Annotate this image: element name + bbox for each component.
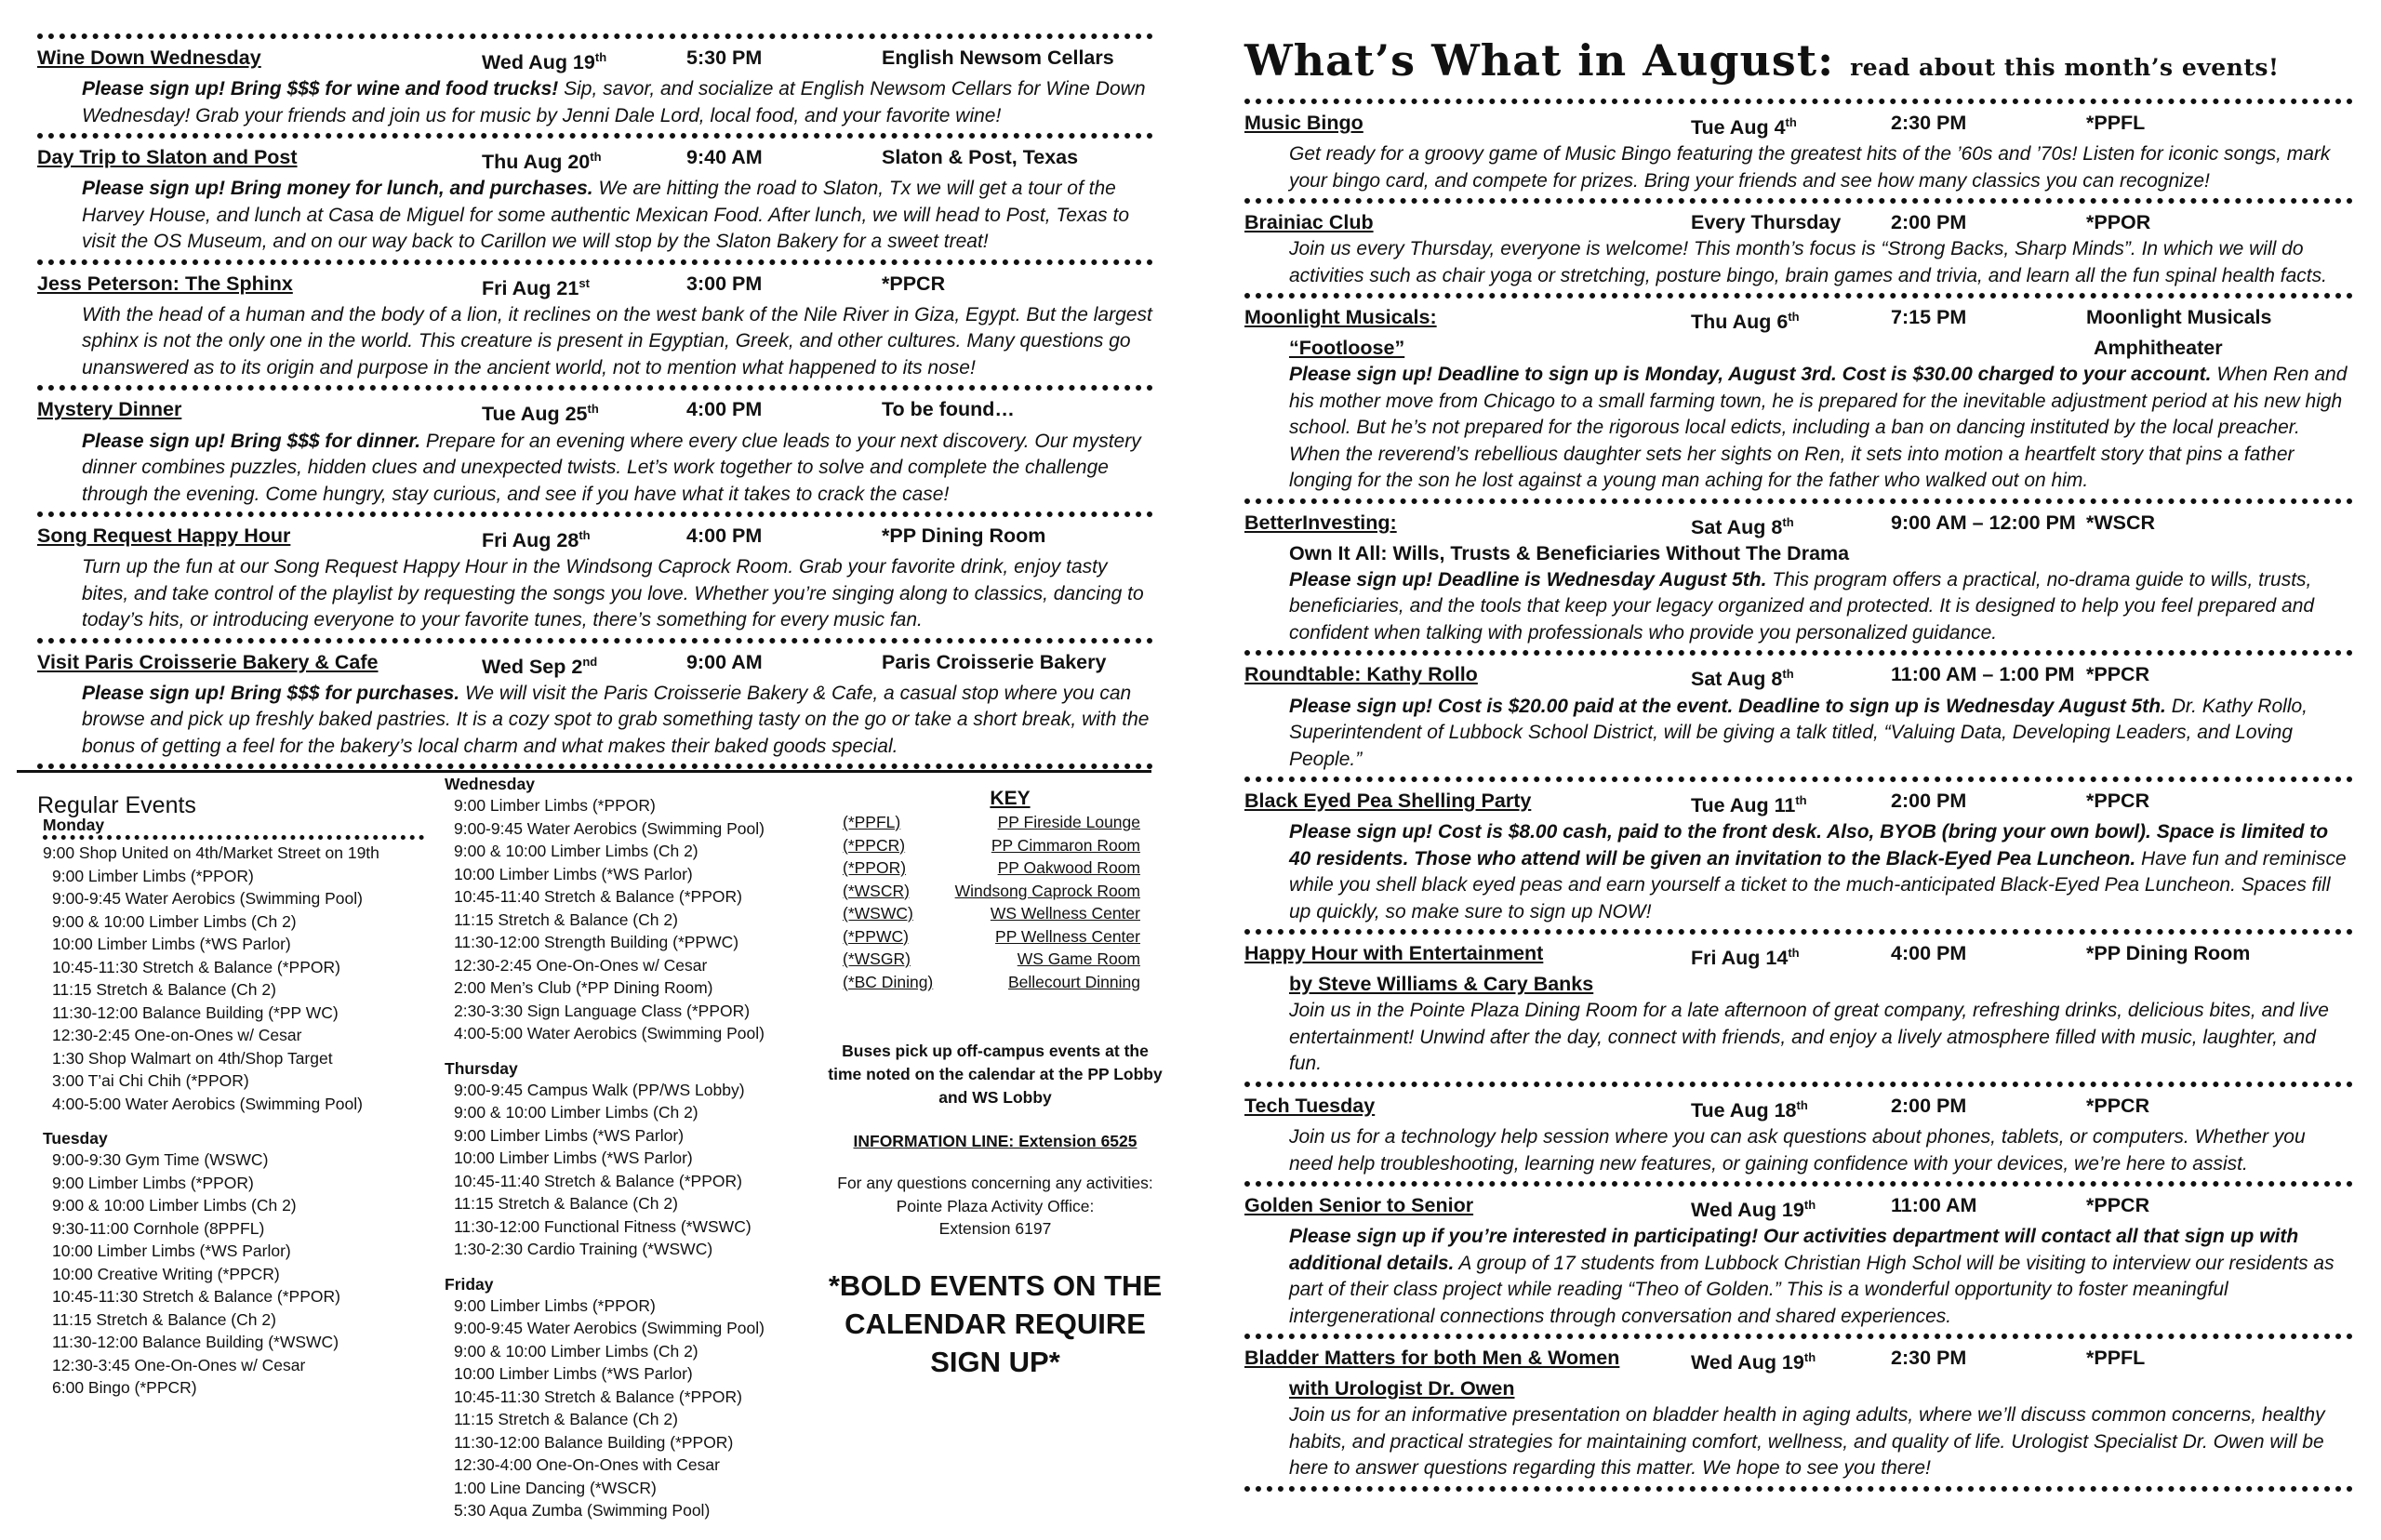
regular-day-block [43, 815, 424, 1115]
event-description-text: Join us every Thursday, everyone is welcome! This month’s focus is “Strong Backs, Sharp Minds”. In which we will do activities such as chair yoga or stretching, posture bingo, brain games and trivia, and learn all the fun spinal health facts. [1289, 238, 2327, 286]
event-description [1244, 236, 2353, 289]
event-description [37, 76, 1153, 129]
regular-event-item: 9:00 & 10:00 Limber Limbs (Ch 2) [454, 1341, 698, 1361]
event-date: Wed Aug 19th [482, 50, 607, 74]
event-name: Bladder Matters for both Men & Women [1244, 1347, 1620, 1370]
event-header [37, 649, 1153, 680]
regular-event-item: 1:30-2:30 Cardio Training (*WSWC) [454, 1240, 713, 1258]
event-time: 2:30 PM [1891, 112, 1967, 134]
event-name: Music Bingo [1244, 112, 1363, 134]
event-item [1244, 1087, 2353, 1181]
event-description-text: With the head of a human and the body of a lion, it reclines on the west bank of the Nile River in Giza, Egypt. But the largest sphinx is not the only one in the world. This creature is present in Egyptian, Greek, and other cultures. Many questions go unanswered as to its origin and purpose in the ancient world, not to mention what happened to its nose! [82, 303, 1152, 378]
event-name: Tech Tuesday [1244, 1094, 1376, 1117]
key-row [843, 971, 1140, 994]
regular-event-item: 10:45-11:30 Stretch & Balance (*PPOR) [52, 957, 340, 976]
event-header [1244, 1345, 2353, 1375]
regular-event-item: 4:00-5:00 Water Aerobics (Swimming Pool) [454, 1024, 765, 1042]
event-time: 3:00 PM [686, 272, 763, 295]
regular-day-heading: Monday [43, 816, 105, 834]
regular-event-item: 10:00 Creative Writing (*PPCR) [52, 1264, 280, 1283]
event-signup-text: Please sign up! Bring $$$ for wine and food trucks! [82, 78, 559, 100]
event-time: 9:00 AM [686, 650, 763, 673]
event-subtitle-row [1244, 335, 2353, 361]
event-description [1244, 141, 2353, 194]
event-description-text: Have fun and reminisce while you shell black eyed peas and earn yourself a ticket to the much-anticipated Black-Eyed Pea Luncheon. Spaces fill up quickly, so make sure to sign up NOW! [1289, 847, 2347, 923]
event-location: *PP Dining Room [882, 524, 1046, 548]
regular-event-item: 10:00 Limber Limbs (*WS Parlor) [454, 864, 693, 883]
key-code: (*PPWC) [843, 926, 909, 946]
event-subtitle: with Urologist Dr. Owen [1289, 1377, 1515, 1401]
event-description [1244, 362, 2353, 495]
regular-day-block [445, 1058, 765, 1261]
event-subtitle-row [1244, 1375, 2353, 1401]
event-name: Happy Hour with Entertainment [1244, 942, 1544, 965]
event-subtitle-row [1244, 971, 2353, 997]
event-date: Wed Aug 19th [1691, 1350, 1816, 1374]
event-location: *PPCR [2086, 1194, 2150, 1217]
event-signup-text: Please sign up! Bring $$$ for purchases. [82, 682, 460, 704]
event-item [37, 139, 1153, 259]
event-item [1244, 1187, 2353, 1334]
event-item [1244, 299, 2353, 498]
regular-event-item: 9:00 Limber Limbs (*PPOR) [454, 1295, 656, 1315]
regular-event-item: 9:00 Limber Limbs (*PPOR) [52, 866, 254, 885]
key-code: (*WSWC) [843, 904, 913, 923]
event-item [37, 265, 1153, 386]
event-subtitle: “Footloose” [1289, 337, 1405, 360]
regular-events-col2 [445, 774, 765, 1522]
left-events-column [37, 33, 1153, 769]
event-description-text: Sip, savor, and socialize at English Newsom Cellars for Wine Down Wednesday! Grab your friends and join us for music by Jenni Dale Lord, local food, and your favorite wine! [82, 78, 1146, 126]
event-location: Moonlight Musicals [2086, 306, 2272, 329]
event-description-text: Turn up the fun at our Song Request Happy Hour in the Windsong Caprock Room. Grab your favorite drink, enjoy tasty bites, and take control of the playlist by requesting the songs you love. Whether you’re singing along to classics, dancing to today’s hits, or introducing everyone to your favorite tunes, there’s something for every music fan. [82, 556, 1144, 631]
event-item [1244, 935, 2353, 1082]
regular-event-item: 11:30-12:00 Strength Building (*PPWC) [454, 933, 739, 951]
event-location-line2: Amphitheater [2094, 337, 2223, 360]
regular-event-item: 9:00 & 10:00 Limber Limbs (Ch 2) [52, 1196, 297, 1215]
regular-event-item: 5:30 Aqua Zumba (Swimming Pool) [454, 1501, 711, 1520]
key-code: (*PPOR) [843, 858, 907, 877]
regular-event-item: 9:00 Limber Limbs (*WS Parlor) [454, 1125, 685, 1145]
event-date: Wed Aug 19th [1691, 1198, 1816, 1222]
key-code: (*WSGR) [843, 949, 911, 968]
regular-event-item: 10:00 Limber Limbs (*WS Parlor) [454, 1364, 693, 1383]
event-description [37, 554, 1153, 634]
event-item [1244, 504, 2353, 651]
event-location: To be found… [882, 398, 1015, 421]
event-description-text: Join us for an informative presentation on bladder health in aging adults, where we’ll discuss common concerns, healthy habits, and practical strategies for maintaining comfort, wellness, and quality of life. Urologist Specialist Dr. Owen will be here to answer questions regarding this matter. We hope to see you there! [1289, 1404, 2325, 1480]
signup-note: *BOLD EVENTS ON THE CALENDAR REQUIRE SIGN UP* [828, 1268, 1163, 1378]
key-row [843, 811, 1140, 834]
regular-event-item: 10:00 Limber Limbs (*WS Parlor) [454, 1148, 693, 1167]
regular-event-item: 1:00 Line Dancing (*WSCR) [454, 1478, 657, 1497]
key-rows [843, 811, 1140, 993]
event-header [1244, 110, 2353, 140]
event-time: 4:00 PM [1891, 942, 1967, 965]
regular-event-item: 9:00 Shop United on 4th/Market Street on 19th [43, 843, 379, 862]
regular-event-item: 9:00 Limber Limbs (*PPOR) [52, 1173, 254, 1192]
event-description [37, 176, 1153, 256]
regular-event-item: 3:00 T’ai Chi Chih (*PPOR) [52, 1071, 249, 1090]
regular-event-item: 2:00 Men’s Club (*PP Dining Room) [454, 978, 713, 997]
event-item [1244, 782, 2353, 929]
regular-event-item: 11:15 Stretch & Balance (Ch 2) [52, 980, 276, 999]
event-date: Fri Aug 28th [482, 528, 591, 552]
event-name: Golden Senior to Senior [1244, 1194, 1474, 1217]
event-time: 2:00 PM [1891, 211, 1967, 234]
key-row [843, 902, 1140, 925]
event-description [37, 681, 1153, 761]
regular-event-item: 4:00-5:00 Water Aerobics (Swimming Pool) [52, 1094, 363, 1113]
event-time: 2:00 PM [1891, 1094, 1967, 1117]
regular-event-item: 11:30-12:00 Functional Fitness (*WSWC) [454, 1216, 752, 1236]
key-code: (*BC Dining) [843, 972, 934, 991]
regular-event-item: 11:15 Stretch & Balance (Ch 2) [52, 1309, 276, 1329]
event-description [37, 429, 1153, 509]
key-name: WS Wellness Center [990, 904, 1140, 923]
event-time: 7:15 PM [1891, 306, 1967, 329]
section-divider [17, 770, 1151, 773]
event-date: Thu Aug 6th [1691, 310, 1800, 334]
event-description-text: Join us for a technology help session where you can ask questions about phones, tablets, or computers. Whether you need help troubleshooting, learning new features, or gaining confidence with your devices, we’re here to assist. [1289, 1126, 2306, 1175]
event-time: 11:00 AM – 1:00 PM [1891, 663, 2075, 686]
event-description [1244, 1224, 2353, 1330]
regular-event-item: 11:30-12:00 Balance Building (*PPOR) [454, 1432, 734, 1452]
event-description [37, 302, 1153, 382]
event-location: Paris Croisserie Bakery [882, 650, 1107, 673]
page-subtitle: read about this month’s events! [1850, 54, 2280, 81]
event-signup-text: Please sign up! Deadline to sign up is Monday, August 3rd. Cost is $30.00 charged to your account. [1289, 364, 2212, 386]
event-item [37, 517, 1153, 638]
event-location: *PPCR [882, 272, 946, 295]
regular-event-item: 11:15 Stretch & Balance (Ch 2) [454, 1194, 678, 1213]
event-description-text: When Ren and his mother move from Chicago to a small farming town, he is prepared for the inevitable adjustment period at his new high school. But he’s not prepared for the rigorous local edicts, including a ban on dancing instituted by the local preacher. When the reverend’s rebellious daughter sets her sights on Ren, it sets into motion a heartfelt story that pins a father longing for the son he lost against a young man aching for the father who walked out on him. [1289, 364, 2348, 492]
regular-event-item: 6:00 Bingo (*PPCR) [52, 1378, 197, 1397]
regular-events-title: Regular Events [37, 792, 196, 818]
event-location: *PPCR [2086, 790, 2150, 813]
event-date: Wed Sep 2nd [482, 654, 598, 678]
event-item [1244, 204, 2353, 293]
event-item [37, 644, 1153, 764]
event-time: 9:00 AM – 12:00 PM [1891, 511, 2076, 534]
event-header [1244, 304, 2353, 335]
event-header [1244, 209, 2353, 235]
event-location: Slaton & Post, Texas [882, 146, 1079, 169]
event-description [1244, 998, 2353, 1078]
location-key [843, 787, 1140, 993]
event-header [37, 45, 1153, 75]
event-time: 4:00 PM [686, 398, 763, 421]
event-location: *PPCR [2086, 663, 2150, 686]
regular-event-item: 10:00 Limber Limbs (*WS Parlor) [52, 935, 291, 953]
event-description-text: This program offers a practical, no-drama guide to wills, trusts, beneficiaries, and the tools that keep your legacy organized and protected. It is designed to help you feel prepared and confident when talking with professionals who provide you personalized guidance. [1289, 568, 2315, 644]
event-time: 11:00 AM [1891, 1194, 1977, 1217]
event-location: English Newsom Cellars [882, 46, 1114, 69]
regular-event-item: 9:00-9:45 Water Aerobics (Swimming Pool) [454, 818, 765, 838]
event-header [37, 271, 1153, 301]
regular-event-item: 10:45-11:40 Stretch & Balance (*PPOR) [454, 1171, 742, 1190]
event-date: Fri Aug 21st [482, 275, 590, 299]
bus-note: Buses pick up off-campus events at the time noted on the calendar at the PP Lobby and WS Lobby [828, 1042, 1163, 1107]
event-date: Every Thursday [1691, 211, 1842, 234]
event-time: 9:40 AM [686, 146, 763, 169]
event-header [1244, 940, 2353, 971]
event-description [1244, 694, 2353, 774]
event-name: Moonlight Musicals: [1244, 306, 1437, 329]
regular-day-block [445, 774, 765, 1045]
event-date: Sat Aug 8th [1691, 514, 1794, 538]
event-location: *PPOR [2086, 211, 2151, 234]
regular-event-item: 9:00-9:45 Water Aerobics (Swimming Pool) [52, 889, 363, 908]
event-name: Brainiac Club [1244, 211, 1374, 234]
regular-day-heading: Tuesday [43, 1129, 108, 1148]
event-date: Tue Aug 11th [1691, 793, 1807, 817]
regular-event-item: 12:30-4:00 One-On-Ones with Cesar [454, 1455, 720, 1474]
info-line: INFORMATION LINE: Extension 6525 [853, 1132, 1137, 1150]
regular-event-item: 9:00 & 10:00 Limber Limbs (Ch 2) [52, 911, 297, 931]
event-subtitle-row [1244, 540, 2353, 566]
key-row [843, 856, 1140, 880]
regular-event-item: 10:45-11:40 Stretch & Balance (*PPOR) [454, 887, 742, 906]
event-name: Black Eyed Pea Shelling Party [1244, 790, 1532, 813]
key-code: (*PPCR) [843, 835, 906, 855]
regular-event-item: 11:15 Stretch & Balance (Ch 2) [454, 909, 678, 929]
event-location: *WSCR [2086, 511, 2156, 534]
event-name: BetterInvesting: [1244, 511, 1397, 534]
event-name: Jess Peterson: The Sphinx [37, 272, 293, 295]
key-title: KEY [990, 788, 1031, 809]
event-name: Wine Down Wednesday [37, 46, 261, 69]
right-events-list [1244, 99, 2353, 1492]
event-header [37, 523, 1153, 553]
event-description [1244, 1402, 2353, 1482]
event-header [1244, 788, 2353, 818]
event-time: 4:00 PM [686, 524, 763, 548]
regular-event-item: 9:00 & 10:00 Limber Limbs (Ch 2) [454, 842, 698, 860]
key-name: PP Cimmaron Room [991, 835, 1140, 855]
event-name: Mystery Dinner [37, 398, 182, 421]
event-signup-text: Please sign up! Cost is $8.00 cash, paid to the front desk. Also, BYOB (bring your own bowl). Space is limited to 40 residents. Those who attend will be given an invitation to the Black-Eyed Pea Luncheon. [1289, 821, 2329, 870]
regular-event-item: 9:30-11:00 Cornhole (8PPFL) [52, 1218, 265, 1238]
dotted-divider [1244, 1486, 2353, 1492]
regular-day-block [445, 1274, 765, 1522]
regular-event-item: 9:00-9:30 Gym Time (WSWC) [52, 1150, 269, 1169]
regular-event-item: 10:45-11:30 Stretch & Balance (*PPOR) [454, 1387, 742, 1406]
regular-day-heading: Wednesday [445, 775, 535, 793]
event-description [1244, 567, 2353, 647]
key-name: WS Game Room [1017, 949, 1140, 968]
event-header [37, 396, 1153, 427]
regular-event-item: 12:30-3:45 One-On-Ones w/ Cesar [52, 1355, 306, 1374]
event-header [1244, 1192, 2353, 1223]
event-name: Roundtable: Kathy Rollo [1244, 663, 1478, 686]
event-name: Song Request Happy Hour [37, 524, 291, 548]
dotted-divider [37, 763, 1153, 769]
regular-event-item: 12:30-2:45 One-On-Ones w/ Cesar [454, 955, 708, 975]
event-signup-text: Please sign up! Deadline is Wednesday August 5th. [1289, 568, 1767, 591]
key-name: Windsong Caprock Room [954, 881, 1140, 900]
event-item [37, 391, 1153, 511]
regular-event-item: 9:00 & 10:00 Limber Limbs (Ch 2) [454, 1103, 698, 1122]
event-subtitle: Own It All: Wills, Trusts & Beneficiaries Without The Drama [1289, 541, 1850, 564]
event-description-text: Prepare for an evening where every clue leads to your next discovery. Our mystery dinner combines puzzles, hidden clues and unexpected twists. Let’s work together to solve and complete the challenge through the evening. Come hungry, stay curious, and see if you have what it takes to crack the case! [82, 430, 1141, 505]
event-name: Visit Paris Croisserie Bakery & Cafe [37, 650, 379, 673]
key-row [843, 880, 1140, 903]
event-signup-text: Please sign up if you’re interested in participating! Our activities department will contact all that sign up with additional details. [1289, 1226, 2299, 1274]
regular-event-item: 9:00-9:45 Water Aerobics (Swimming Pool) [454, 1319, 765, 1337]
event-description-text: Dr. Kathy Rollo, Superintendent of Lubbock School District, will be giving a talk titled, “Valuing Data, Developing Leaders, and Loving People.” [1289, 695, 2308, 770]
questions-note: For any questions concerning any activities: [837, 1174, 1153, 1192]
key-code: (*WSCR) [843, 881, 910, 900]
regular-event-item: 10:00 Limber Limbs (*WS Parlor) [52, 1241, 291, 1260]
regular-day-heading: Friday [445, 1274, 494, 1294]
event-description-text: Get ready for a groovy game of Music Bingo featuring the greatest hits of the ’60s and ’70s! Listen for iconic songs, mark your bingo card, and compete for prizes. Bring your friends and see how many classics you can recognize! [1289, 143, 2331, 192]
event-description [1244, 819, 2353, 925]
event-description [1244, 1124, 2353, 1177]
key-name: PP Fireside Lounge [997, 813, 1140, 831]
event-date: Tue Aug 25th [482, 402, 599, 426]
event-signup-text: Please sign up! Bring money for lunch, and purchases. [82, 178, 593, 200]
key-name: Bellecourt Dinning [1007, 972, 1140, 991]
event-location: *PPFL [2086, 1347, 2146, 1370]
key-row [843, 948, 1140, 971]
page-title [1244, 33, 2353, 95]
regular-event-item: 2:30-3:30 Sign Language Class (*PPOR) [454, 1001, 751, 1020]
event-description-text: A group of 17 students from Lubbock Christian High Schol will be visiting to interview our residents as part of their class project while reading “Theo of Golden.” This is a wonderful opportunity to foster meaningful intergenerational connections through conversation and shared experiences. [1289, 1252, 2334, 1327]
key-code: (*PPFL) [843, 813, 901, 831]
event-time: 2:30 PM [1891, 1347, 1967, 1370]
regular-day-heading: Thursday [445, 1058, 518, 1078]
regular-event-item: 9:00-9:45 Campus Walk (PP/WS Lobby) [454, 1080, 745, 1099]
key-row [843, 925, 1140, 949]
event-location: *PP Dining Room [2086, 942, 2251, 965]
event-description-text: We are hitting the road to Slaton, Tx we will get a tour of the Harvey House, and lunch at Casa de Miguel for some authentic Mexican Food. After lunch, we will head to Post, Texas to visit the OS Museum, and on our way back to Carillon we will stop by the Slaton Bakery for a sweet treat! [82, 178, 1130, 253]
office-note: Pointe Plaza Activity Office: [896, 1196, 1095, 1215]
regular-event-item: 11:30-12:00 Balance Building (*PP WC) [52, 1002, 339, 1022]
key-row [843, 834, 1140, 857]
event-item [1244, 1339, 2353, 1486]
event-date: Sat Aug 8th [1691, 667, 1794, 691]
regular-event-item: 1:30 Shop Walmart on 4th/Shop Target [52, 1048, 333, 1068]
event-date: Thu Aug 20th [482, 150, 602, 174]
event-signup-text: Please sign up! Cost is $20.00 paid at the event. Deadline to sign up is Wednesday August 5th. [1289, 695, 2166, 717]
event-item [1244, 656, 2353, 777]
office-extension: Extension 6197 [938, 1219, 1052, 1238]
event-time: 2:00 PM [1891, 790, 1967, 813]
regular-event-item: 10:45-11:30 Stretch & Balance (*PPOR) [52, 1287, 340, 1306]
event-subtitle: by Steve Williams & Cary Banks [1289, 973, 1594, 996]
event-name: Day Trip to Slaton and Post [37, 146, 298, 169]
event-header [1244, 510, 2353, 540]
right-events-column [1244, 33, 2353, 1492]
event-date: Tue Aug 18th [1691, 1097, 1808, 1122]
event-signup-text: Please sign up! Bring $$$ for dinner. [82, 430, 421, 452]
dotted-divider [43, 835, 424, 840]
event-location: *PPFL [2086, 112, 2146, 134]
event-description-text: Join us in the Pointe Plaza Dining Room for a late afternoon of great company, refreshing drinks, delicious bites, and live entertainment! Unwind after the day, connect with friends, and enjoy a lively atmosphere filled with music, laughter, and fun. [1289, 1000, 2329, 1075]
event-item [37, 39, 1153, 133]
event-date: Fri Aug 14th [1691, 946, 1800, 970]
page-title-main: What’s What in August: [1244, 35, 1835, 86]
key-name: PP Wellness Center [995, 926, 1140, 946]
regular-event-item: 11:15 Stretch & Balance (Ch 2) [454, 1410, 678, 1428]
regular-event-item: 12:30-2:45 One-on-Ones w/ Cesar [52, 1026, 302, 1044]
event-header [1244, 661, 2353, 692]
key-name: PP Oakwood Room [997, 858, 1140, 877]
notes-block [828, 1040, 1163, 1381]
event-description-text: We will visit the Paris Croisserie Bakery & Cafe, a casual stop where you can browse and pick up freshly baked pastries. It is a cozy spot to grab something tasty on the go or take a short break, with the bonus of getting a feel for the bakery’s local charm and what makes their baked goods special. [82, 682, 1150, 757]
event-header [37, 144, 1153, 175]
regular-event-item: 11:30-12:00 Balance Building (*WSWC) [52, 1333, 339, 1351]
regular-events-col1 [43, 815, 424, 1400]
regular-day-block [43, 1128, 424, 1400]
event-date: Tue Aug 4th [1691, 115, 1797, 139]
event-time: 5:30 PM [686, 46, 763, 69]
event-header [1244, 1093, 2353, 1123]
event-location: *PPCR [2086, 1094, 2150, 1117]
event-item [1244, 104, 2353, 198]
regular-event-item: 9:00 Limber Limbs (*PPOR) [454, 796, 656, 815]
